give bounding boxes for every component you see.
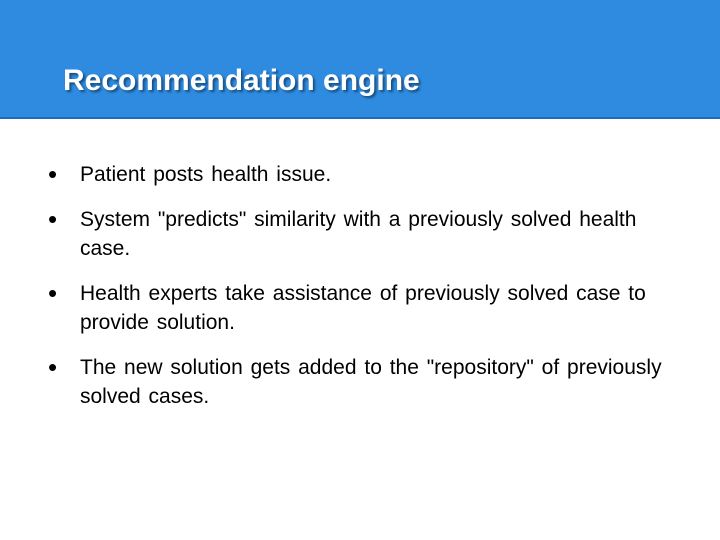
title-bar xyxy=(0,0,720,119)
bullet-text: System "predicts" similarity with a previously solved health case. xyxy=(80,208,637,260)
bullet-item xyxy=(48,160,688,189)
bullet-icon: • xyxy=(48,159,58,189)
bullet-text: Patient posts health issue. xyxy=(80,163,332,186)
bullet-text: Health experts take assistance of previously solved case to provide solution. xyxy=(80,282,646,334)
bullet-item xyxy=(48,353,688,411)
bullet-list xyxy=(48,160,688,427)
bullet-icon: • xyxy=(48,204,58,234)
slide-title: Recommendation engine xyxy=(63,64,420,97)
bullet-item xyxy=(48,205,688,263)
bullet-icon: • xyxy=(48,352,58,382)
bullet-text: The new solution gets added to the "repository" of previously solved cases. xyxy=(80,356,662,408)
bullet-icon: • xyxy=(48,278,58,308)
bullet-item xyxy=(48,279,688,337)
